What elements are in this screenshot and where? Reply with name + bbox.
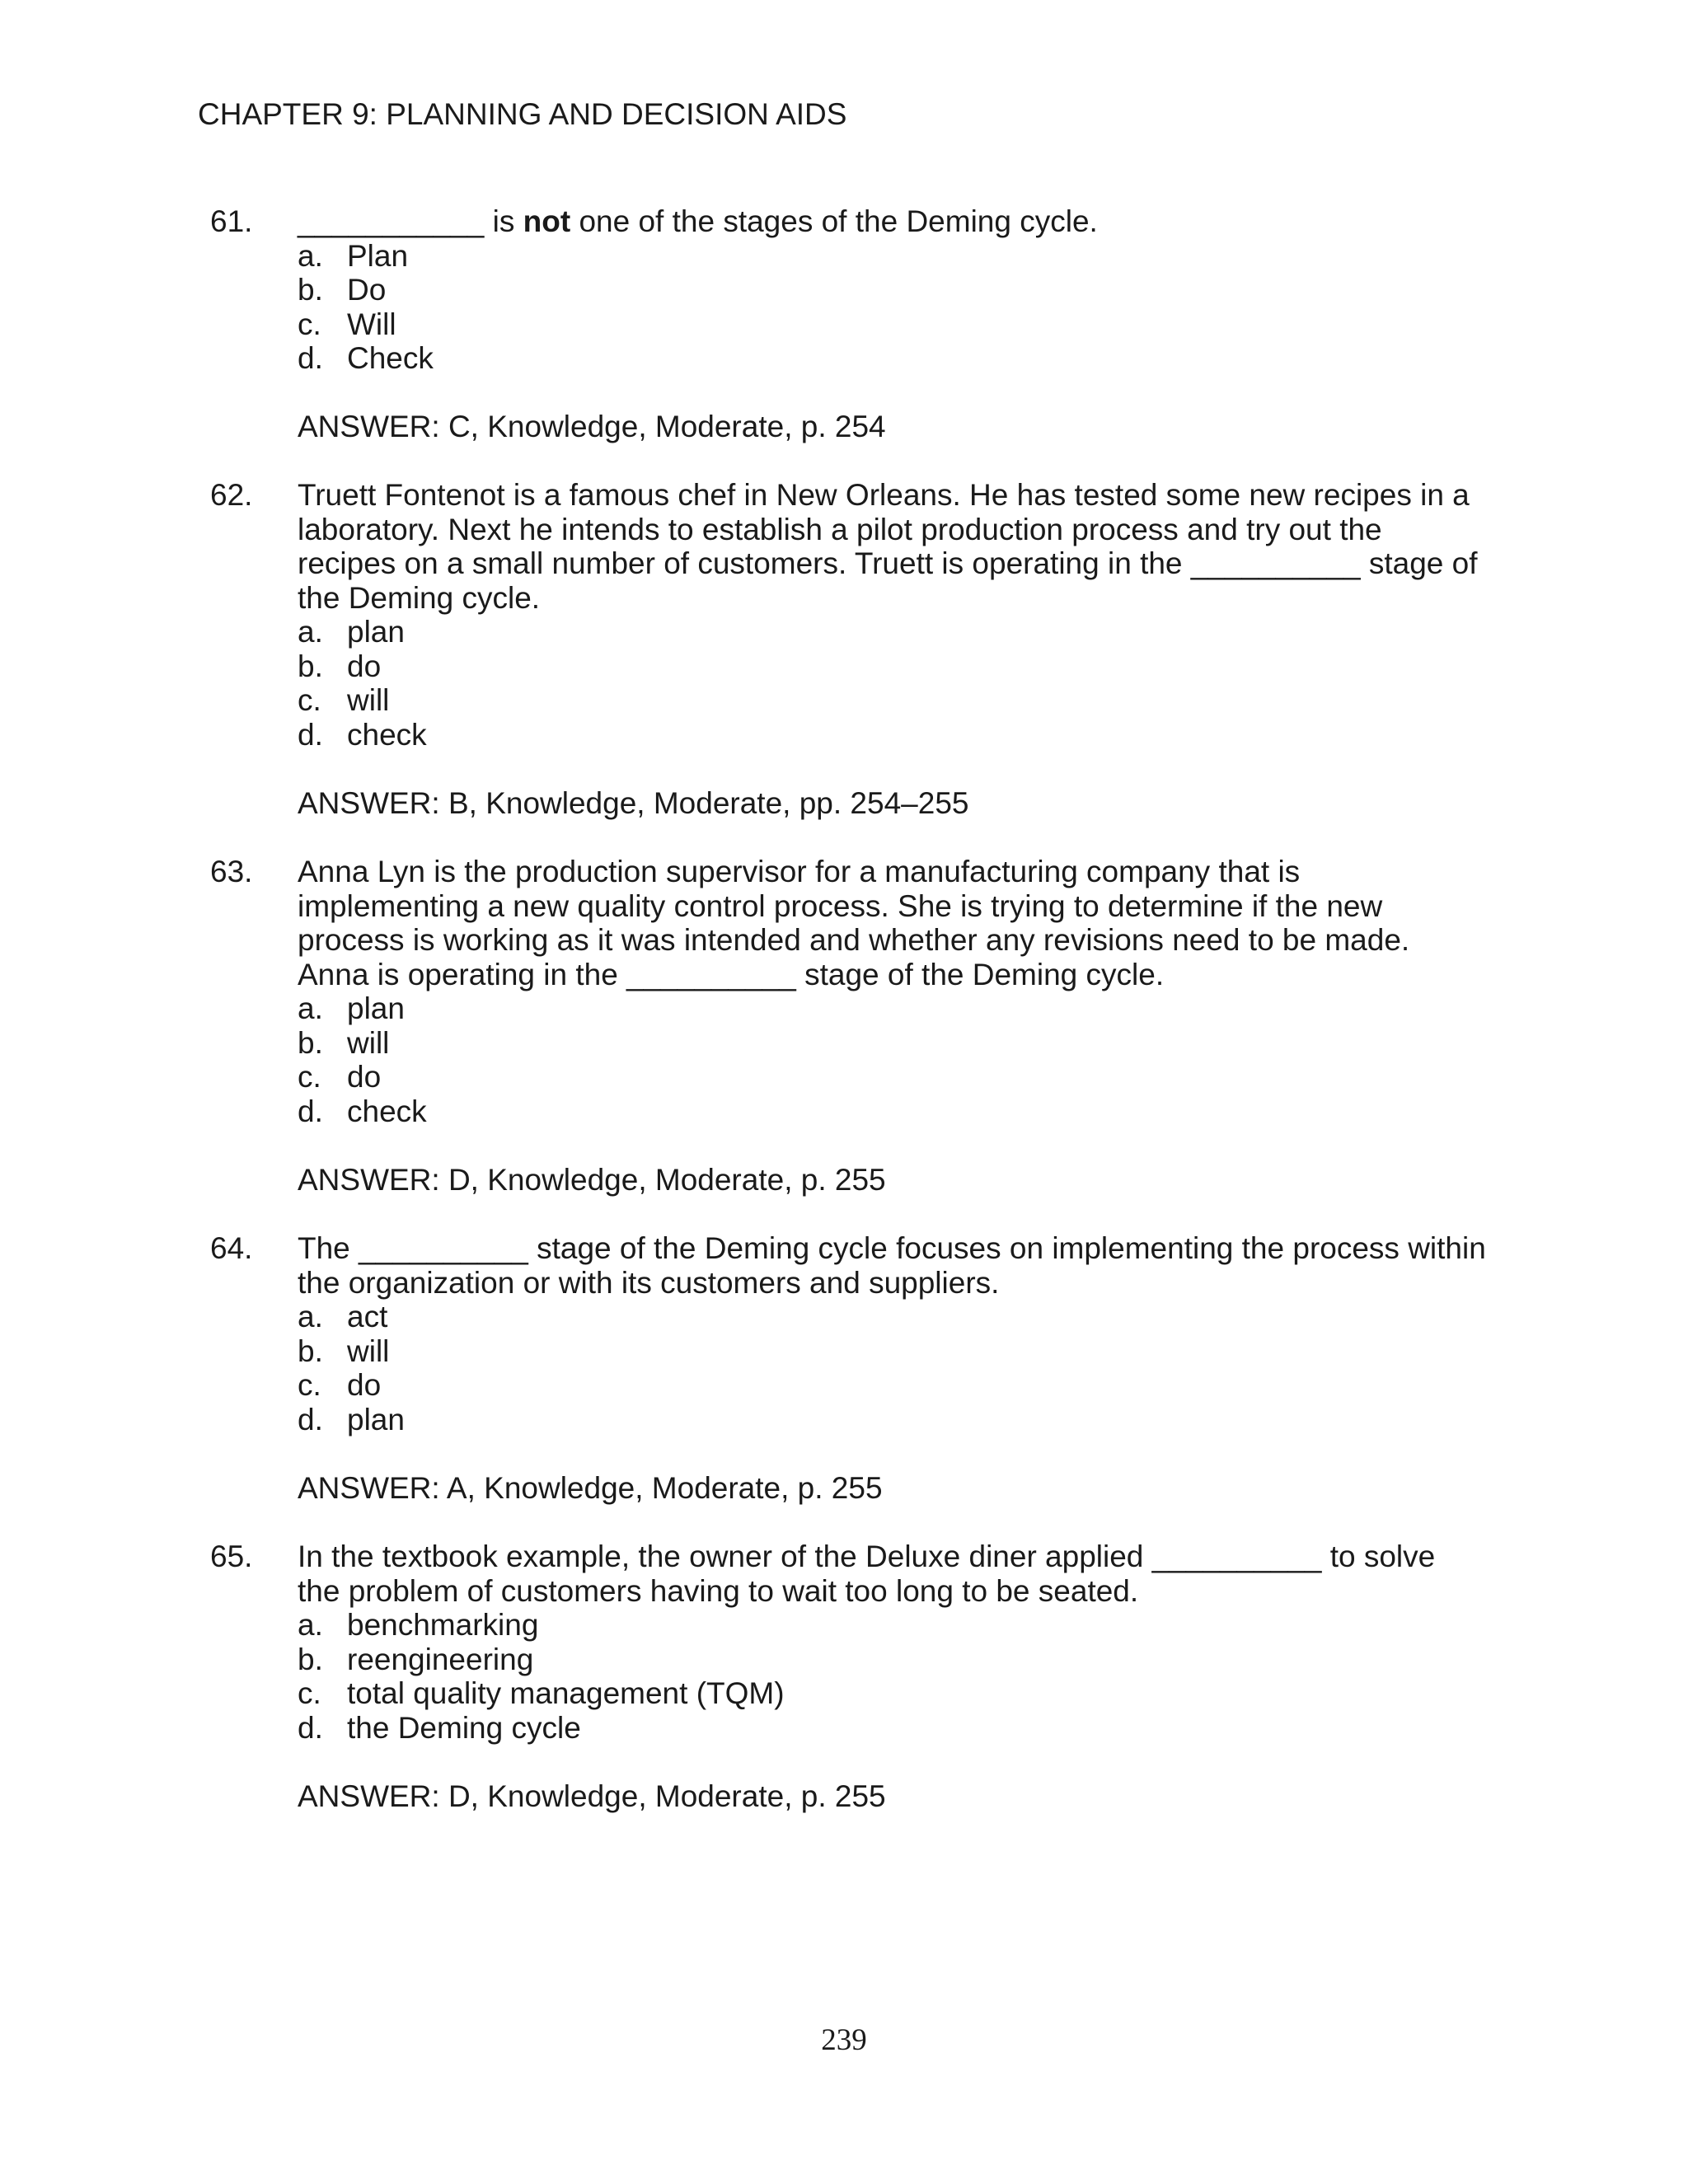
option-text: Plan	[347, 238, 409, 273]
option-letter: a.	[298, 991, 323, 1025]
option-letter: d.	[298, 341, 323, 375]
option-letter: a.	[298, 1300, 323, 1333]
option-b	[298, 273, 1534, 307]
question-stem: The __________ stage of the Deming cycle focuses on implementing the process within the organization or with its customers and suppliers.	[298, 1231, 1486, 1300]
stem-text: is	[484, 204, 523, 238]
option-letter: c.	[298, 1060, 321, 1094]
option-c	[298, 1368, 1534, 1403]
option-letter: d.	[298, 1094, 323, 1128]
option-d	[298, 718, 1534, 752]
option-text: Check	[347, 341, 434, 375]
question-number: 61.	[210, 204, 253, 238]
answer-options	[298, 239, 1534, 376]
option-letter: c.	[298, 1368, 321, 1402]
option-text: act	[347, 1300, 388, 1333]
option-c	[298, 683, 1534, 718]
question-body	[298, 1231, 1534, 1505]
option-text: plan	[347, 1402, 405, 1436]
question-stem: In the textbook example, the owner of the Deluxe diner applied __________ to solve the problem of customers having to wait too long to be seated.	[298, 1540, 1436, 1608]
option-letter: c.	[298, 307, 321, 341]
option-letter: a.	[298, 238, 323, 273]
question-number: 65.	[210, 1540, 253, 1573]
option-d	[298, 341, 1534, 376]
option-text: will	[347, 1333, 390, 1368]
option-text: do	[347, 649, 382, 683]
option-letter: c.	[298, 683, 321, 717]
question-number: 63.	[210, 855, 253, 888]
question-body	[298, 478, 1534, 820]
answer-key: ANSWER: A, Knowledge, Moderate, p. 255	[298, 1470, 883, 1505]
question-body	[298, 855, 1534, 1197]
option-d	[298, 1094, 1534, 1129]
question-number: 64.	[210, 1231, 253, 1265]
answer-options	[298, 991, 1534, 1128]
answer-options	[298, 615, 1534, 752]
answer-key: ANSWER: B, Knowledge, Moderate, pp. 254–255	[298, 785, 969, 820]
option-text: check	[347, 717, 427, 752]
option-a	[298, 1300, 1534, 1334]
option-d	[298, 1403, 1534, 1437]
question-stem: Anna Lyn is the production supervisor for a manufacturing company that is implementing a new quality control process. She is trying to determine if the new process is working as it was intended and whether any revisions need to be made. Anna is operating in the __________ stage of the Deming cycle.	[298, 855, 1410, 991]
option-letter: a.	[298, 615, 323, 649]
question-stem	[298, 204, 1534, 239]
question-number: 62.	[210, 478, 253, 512]
option-d	[298, 1711, 1534, 1746]
option-a	[298, 239, 1534, 274]
option-a	[298, 991, 1534, 1026]
option-c	[298, 1676, 1534, 1711]
option-letter: a.	[298, 1608, 323, 1642]
option-text: plan	[347, 615, 405, 649]
chapter-title: CHAPTER 9: PLANNING AND DECISION AIDS	[198, 97, 847, 131]
option-letter: b.	[298, 1333, 323, 1368]
option-text: do	[347, 1060, 382, 1094]
option-letter: d.	[298, 1710, 323, 1745]
option-letter: b.	[298, 1025, 323, 1060]
option-b	[298, 1334, 1534, 1369]
option-c	[298, 1060, 1534, 1094]
answer-key: ANSWER: C, Knowledge, Moderate, p. 254	[298, 410, 886, 443]
option-letter: c.	[298, 1676, 321, 1710]
option-a	[298, 615, 1534, 649]
question-body	[298, 1540, 1534, 1813]
option-text: will	[347, 1025, 390, 1060]
option-text: total quality management (TQM)	[347, 1676, 785, 1710]
stem-text: one of the stages of the Deming cycle.	[570, 204, 1098, 238]
answer-blank: ___________	[298, 204, 485, 238]
answer-key: ANSWER: D, Knowledge, Moderate, p. 255	[298, 1779, 886, 1813]
option-a	[298, 1608, 1534, 1643]
option-text: Will	[347, 307, 396, 341]
option-text: do	[347, 1368, 382, 1402]
option-text: check	[347, 1094, 427, 1128]
option-letter: d.	[298, 717, 323, 752]
option-text: reengineering	[347, 1642, 534, 1676]
option-letter: b.	[298, 1642, 323, 1676]
answer-options	[298, 1608, 1534, 1745]
question-stem: Truett Fontenot is a famous chef in New Orleans. He has tested some new recipes in a laboratory. Next he intends to establish a pilot production process and try out the recipes on a small number of customers. Truett is operating in the __________ stage of the Deming cycle.	[298, 478, 1478, 615]
option-text: Do	[347, 273, 387, 307]
option-text: will	[347, 683, 390, 717]
option-text: the Deming cycle	[347, 1710, 581, 1745]
option-text: plan	[347, 991, 405, 1025]
answer-key: ANSWER: D, Knowledge, Moderate, p. 255	[298, 1162, 886, 1197]
page-number: 239	[821, 2023, 867, 2057]
answer-options	[298, 1300, 1534, 1436]
option-text: benchmarking	[347, 1608, 539, 1642]
option-b	[298, 1643, 1534, 1677]
option-letter: d.	[298, 1402, 323, 1436]
question-body	[298, 204, 1534, 444]
option-b	[298, 1026, 1534, 1061]
emphasis-not: not	[523, 204, 571, 238]
option-c	[298, 307, 1534, 342]
option-letter: b.	[298, 649, 323, 683]
option-letter: b.	[298, 273, 323, 307]
option-b	[298, 649, 1534, 684]
